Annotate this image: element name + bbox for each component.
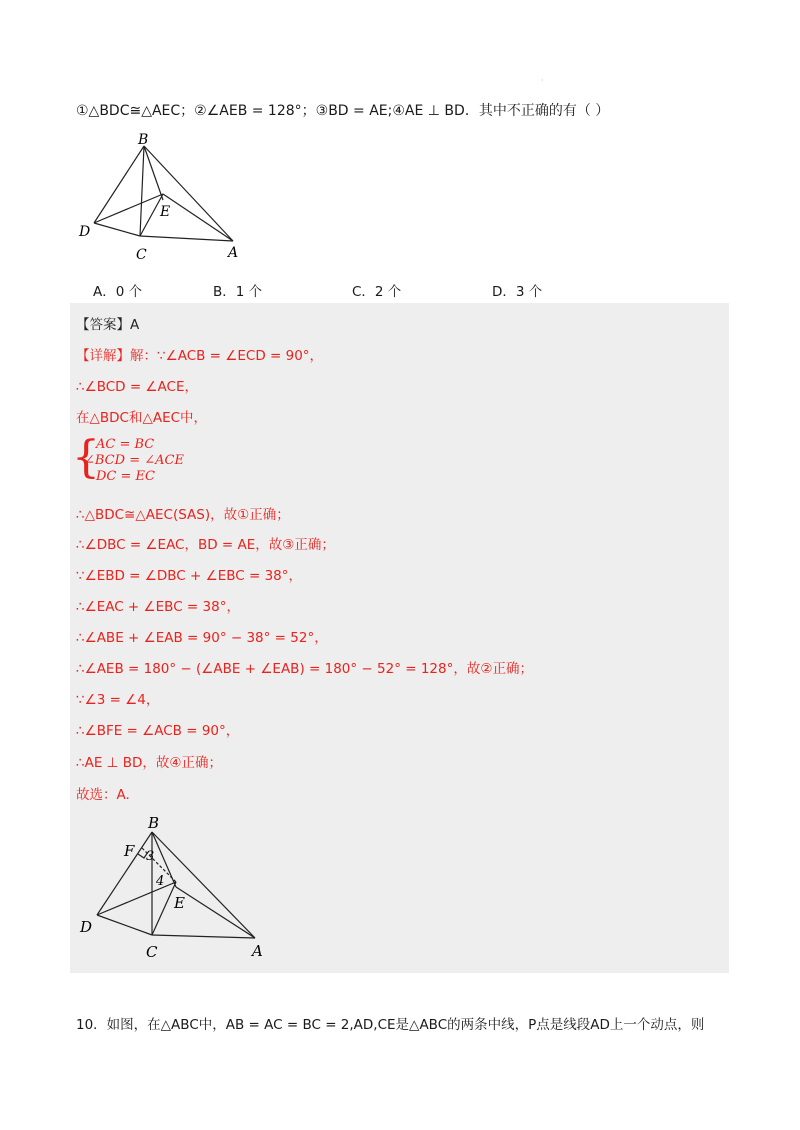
system-row-3: DC = EC [96,469,155,484]
figure-question-9 [70,128,255,268]
label-D: D [80,918,93,936]
segment-EA [163,194,233,241]
solution-line-5: ∴∠DBC = ∠EAC，BD = AE，故③正确； [76,537,335,553]
system-row-1: AC = BC [96,437,155,452]
solution-line-3: 在△BDC和△AEC中， [76,410,208,426]
option-d[interactable]: D．3 个 [492,284,543,300]
solution-line-1: 【详解】解：∵∠ACB = ∠ECD = 90°， [76,348,324,364]
segment-CA [152,935,255,938]
segment-CA [140,236,233,241]
label-E: E [174,894,185,912]
label-C: C [136,247,147,263]
label-B: B [148,814,160,832]
label-angle-4: 4 [156,874,165,889]
page-mark: · [541,76,544,85]
label-A: A [252,942,263,960]
solution-line-2: ∴∠BCD = ∠ACE， [76,379,198,395]
question-10-statement: 10．如图，在△ABC中，AB = AC = BC = 2,AD,CE是△ABC的两条中线，P点是线段AD上一个动点，则 [76,1017,705,1033]
option-a[interactable]: A．0 个 [93,284,143,300]
label-F: F [124,842,135,860]
figure-solution [72,812,277,967]
solution-line-4: ∴△BDC≅△AEC(SAS)，故①正确； [76,507,290,523]
segment-DC [97,915,152,935]
label-E: E [160,204,171,220]
system-row-2: ∠BCD = ∠ACE [84,453,184,468]
segment-BC [140,146,144,236]
answer-heading: 【答案】A [76,317,140,333]
label-angle-3: 3 [146,849,155,864]
segment-BA [144,146,233,241]
segment-BE [144,146,163,200]
solution-line-11: ∴∠BFE = ∠ACB = 90°， [76,723,240,739]
label-D: D [79,224,91,240]
question-9-statement: ①△BDC≅△AEC；②∠AEB = 128°；③BD = AE;④AE ⊥ BD．其中不正确的有（ ） [76,103,610,119]
label-A: A [228,245,239,261]
solution-line-7: ∴∠EAC + ∠EBC = 38°， [76,599,240,615]
label-C: C [146,943,158,961]
solution-line-12: ∴AE ⊥ BD，故④正确； [76,755,222,771]
segment-BD [94,146,144,223]
solution-line-10: ∵∠3 = ∠4， [76,692,160,708]
segment-DC [94,223,140,236]
option-b[interactable]: B．1 个 [213,284,263,300]
solution-line-9: ∴∠AEB = 180° − (∠ABE + ∠EAB) = 180° − 52° = 128°，故②正确； [76,661,533,677]
option-c[interactable]: C．2 个 [352,284,402,300]
solution-line-6: ∵∠EBD = ∠DBC + ∠EBC = 38°， [76,568,303,584]
solution-line-8: ∴∠ABE + ∠EAB = 90° − 38° = 52°， [76,630,328,646]
congruence-system [72,432,192,487]
system-brace: { [72,432,100,483]
segment-EA [176,887,255,938]
segment-DE [94,194,163,223]
solution-line-13: 故选：A. [76,787,130,803]
label-B: B [138,132,149,148]
